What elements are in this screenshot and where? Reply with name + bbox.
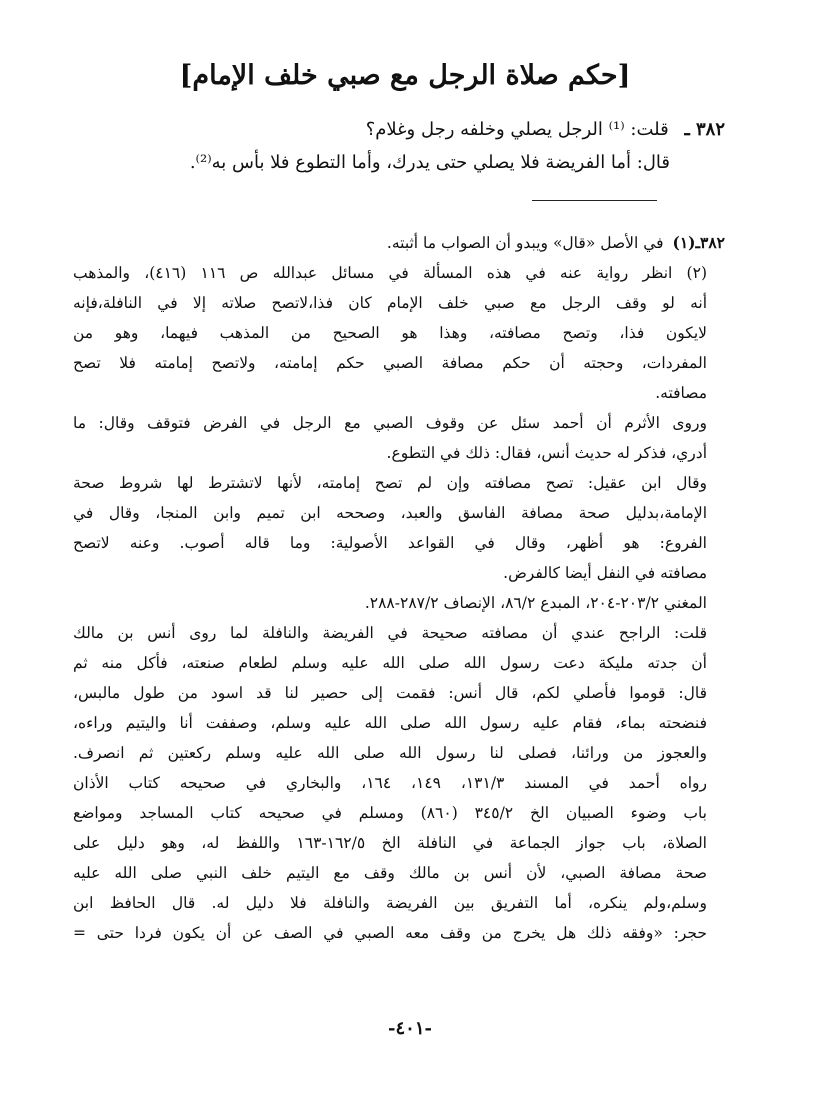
footnote-line: صحة مصافة الصبي، لأن أنس بن مالك وقف مع اليتيم خلف النبي صلى الله عليه xyxy=(73,864,707,882)
footnote-line: (٢) انظر رواية عنه في هذه المسألة في مسائل عبدالله ص ١١٦ (٤١٦)، والمذهب xyxy=(73,264,707,282)
footnote-line: المفردات، وحجته أن حكم مصافة الصبي حكم إمامته، ولاتصح إمامته فلا تصح xyxy=(73,354,707,372)
footnote-number: ٣٨٢ـ(١) xyxy=(672,233,725,252)
footnote-line: الفروع: هو أظهر، وقال في القواعد الأصولية: وما قاله أصوب. وعنه لاتصح xyxy=(73,534,707,552)
question-line xyxy=(85,113,725,146)
footnote-line: مصافته في النفل أيضا كالفرض. xyxy=(503,564,707,582)
footnote-line: الإمامة،بدليل صحة مصافة الفاسق والعبد، وصححه ابن تميم وابن المنجا، وقال في xyxy=(73,504,707,522)
footnote-1 xyxy=(73,228,725,258)
footnote-line: وقال ابن عقيل: تصح مصافته وإن لم تصح إمامته، لأنها لاتشترط لها شروط صحة xyxy=(73,474,707,492)
footnote-line: والعجوز من ورائنا، فصلى لنا رسول الله صلى الله عليه وسلم ركعتين ثم انصرف. xyxy=(73,744,707,762)
section-title: [حكم صلاة الرجل مع صبي خلف الإمام] xyxy=(179,60,631,91)
footnote-line: أن جدته مليكة دعت رسول الله صلى الله عليه وسلم لطعام صنعته، فأكل منه ثم xyxy=(73,654,707,672)
footnote-line: وروى الأثرم أن أحمد سئل عن وقوف الصبي مع الرجل في الفرض فتوقف وقال: ما xyxy=(73,414,707,432)
footnote-line: قلت: الراجح عندي أن مصافته صحيحة في الفريضة والنافلة لما روى أنس بن مالك xyxy=(73,624,707,642)
footnote-line: وسلم،ولم ينكره، أما التفريق بين الفريضة والنافلة فلا دليل له. قال الحافظ ابن xyxy=(73,894,707,912)
footnote-line: باب وضوء الصبيان الخ ٣٤٥/٢ (٨٦٠) ومسلم في صحيحه كتاب المساجد ومواضع xyxy=(73,804,707,822)
footnote-line: قال: قوموا فأصلي لكم، قال أنس: فقمت إلى حصير لنا قد اسود من طول مالبس، xyxy=(73,684,707,702)
question-block xyxy=(85,113,725,179)
footnote-separator xyxy=(532,200,657,201)
answer-text: قال: أما الفريضة فلا يصلي حتى يدرك، وأما التطوع فلا بأس به⁽²⁾. xyxy=(189,152,670,173)
question-number: ٣٨٢ ـ xyxy=(684,119,725,140)
footnote-line: الصلاة، باب جواز الجماعة في النافلة الخ ١٦٢/٥-١٦٣ واللفظ له، وهو دليل على xyxy=(73,834,707,852)
footnote-line: حجر: «وفقه ذلك هل يخرج من وقف معه الصبي في الصف عن أن يكون فردا حتى = xyxy=(73,924,707,942)
footnote-line: فنضحته بماء، فقام عليه رسول الله صلى الله عليه وسلم، وصففت أنا واليتيم وراءه، xyxy=(73,714,707,732)
question-text: قلت: ⁽¹⁾ الرجل يصلي وخلفه رجل وغلام؟ xyxy=(365,119,669,140)
page-number: -٤٠١- xyxy=(388,1018,432,1039)
footnote-line: مصافته. xyxy=(655,384,707,402)
answer-line xyxy=(85,146,670,179)
footnote-text: في الأصل «قال» ويبدو أن الصواب ما أثبته. xyxy=(386,234,664,252)
footnote-line: المغني ٢٠٣/٢-٢٠٤، المبدع ٨٦/٢، الإنصاف ٢٨٧/٢-٢٨٨. xyxy=(364,594,707,612)
footnote-line: رواه أحمد في المسند ١٣١/٣، ١٤٩، ١٦٤، والبخاري في صحيحه كتاب الأذان xyxy=(73,774,707,792)
footnote-line: أنه لو وقف الرجل مع صبي خلف الإمام كان فذا،لاتصح صلاته إلا في النافلة،فإنه xyxy=(73,294,707,312)
footnotes xyxy=(73,228,725,948)
footnote-line: لايكون فذا، وتصح مصافته، وهذا هو الصحيح من المذهب فيهما، وهو من xyxy=(73,324,707,342)
footnote-line: أدري، فذكر له حديث أنس، فقال: ذلك في التطوع. xyxy=(386,444,707,462)
